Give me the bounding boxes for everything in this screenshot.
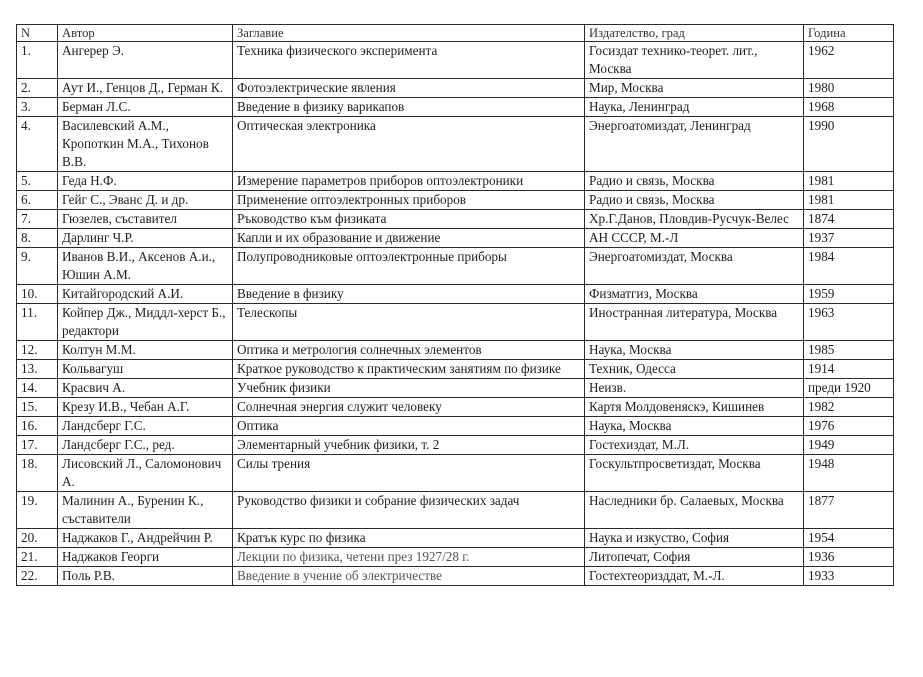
row-publisher: АН СССР, М.-Л bbox=[585, 229, 804, 248]
row-title: Оптическая электроника bbox=[233, 117, 585, 172]
table-row bbox=[17, 117, 894, 172]
row-number: 11. bbox=[17, 304, 58, 341]
row-number: 10. bbox=[17, 285, 58, 304]
row-year: 1959 bbox=[804, 285, 894, 304]
row-publisher: Мир, Москва bbox=[585, 79, 804, 98]
row-title: Фотоэлектрические явления bbox=[233, 79, 585, 98]
row-title: Применение оптоэлектронных приборов bbox=[233, 191, 585, 210]
row-author: Дарлинг Ч.Р. bbox=[58, 229, 233, 248]
row-year: 1937 bbox=[804, 229, 894, 248]
row-publisher: Радио и связь, Москва bbox=[585, 191, 804, 210]
row-number: 3. bbox=[17, 98, 58, 117]
row-publisher: Энергоатомиздат, Ленинград bbox=[585, 117, 804, 172]
row-year: 1954 bbox=[804, 529, 894, 548]
row-number: 1. bbox=[17, 42, 58, 79]
column-header-publisher: Издателство, град bbox=[585, 25, 804, 42]
row-number: 17. bbox=[17, 436, 58, 455]
row-publisher: Физматгиз, Москва bbox=[585, 285, 804, 304]
row-author: Ангерер Э. bbox=[58, 42, 233, 79]
table-row bbox=[17, 304, 894, 341]
row-year: 1982 bbox=[804, 398, 894, 417]
row-title: Введение в учение об электричестве bbox=[233, 567, 585, 586]
row-title: Краткое руководство к практическим занятиям по физике bbox=[233, 360, 585, 379]
row-title: Ръководство към физиката bbox=[233, 210, 585, 229]
row-year: 1981 bbox=[804, 172, 894, 191]
row-title: Руководство физики и собрание физических задач bbox=[233, 492, 585, 529]
table-row bbox=[17, 360, 894, 379]
row-number: 6. bbox=[17, 191, 58, 210]
row-publisher: Иностранная литература, Москва bbox=[585, 304, 804, 341]
row-author: Поль Р.В. bbox=[58, 567, 233, 586]
row-year: 1877 bbox=[804, 492, 894, 529]
table-row bbox=[17, 285, 894, 304]
table-row bbox=[17, 79, 894, 98]
row-title: Измерение параметров приборов оптоэлектроники bbox=[233, 172, 585, 191]
row-year: 1949 bbox=[804, 436, 894, 455]
row-title: Кратък курс по физика bbox=[233, 529, 585, 548]
column-header-title: Заглавие bbox=[233, 25, 585, 42]
row-publisher: Гостехтеоризддат, М.-Л. bbox=[585, 567, 804, 586]
row-author: Лисовский Л., Саломонович А. bbox=[58, 455, 233, 492]
row-year: 1984 bbox=[804, 248, 894, 285]
row-author: Кольвагуш bbox=[58, 360, 233, 379]
row-publisher: Госкультпросветиздат, Москва bbox=[585, 455, 804, 492]
row-author: Василевский А.М., Кропоткин М.А., Тихонов В.В. bbox=[58, 117, 233, 172]
row-number: 12. bbox=[17, 341, 58, 360]
table-row bbox=[17, 398, 894, 417]
row-year: 1933 bbox=[804, 567, 894, 586]
row-number: 18. bbox=[17, 455, 58, 492]
row-publisher: Литопечат, София bbox=[585, 548, 804, 567]
row-title: Полупроводниковые оптоэлектронные приборы bbox=[233, 248, 585, 285]
table-row bbox=[17, 417, 894, 436]
row-number: 16. bbox=[17, 417, 58, 436]
row-number: 13. bbox=[17, 360, 58, 379]
row-year: 1914 bbox=[804, 360, 894, 379]
row-number: 14. bbox=[17, 379, 58, 398]
row-number: 9. bbox=[17, 248, 58, 285]
row-author: Китайгородский А.И. bbox=[58, 285, 233, 304]
row-number: 8. bbox=[17, 229, 58, 248]
row-author: Аут И., Генцов Д., Герман К. bbox=[58, 79, 233, 98]
table-row bbox=[17, 455, 894, 492]
table-row bbox=[17, 492, 894, 529]
row-year: 1980 bbox=[804, 79, 894, 98]
row-author: Крезу И.В., Чебан А.Г. bbox=[58, 398, 233, 417]
row-number: 2. bbox=[17, 79, 58, 98]
table-row bbox=[17, 567, 894, 586]
row-publisher: Наука и изкуство, София bbox=[585, 529, 804, 548]
table-row bbox=[17, 529, 894, 548]
row-number: 22. bbox=[17, 567, 58, 586]
row-publisher: Госиздат технико-теорет. лит., Москва bbox=[585, 42, 804, 79]
row-title: Оптика и метрология солнечных элементов bbox=[233, 341, 585, 360]
row-number: 7. bbox=[17, 210, 58, 229]
row-author: Иванов В.И., Аксенов А.и., Юшин А.М. bbox=[58, 248, 233, 285]
row-author: Гюзелев, съставител bbox=[58, 210, 233, 229]
row-year: 1981 bbox=[804, 191, 894, 210]
row-year: 1963 bbox=[804, 304, 894, 341]
row-author: Колтун М.М. bbox=[58, 341, 233, 360]
bibliography-sheet bbox=[16, 24, 893, 586]
row-year: 1962 bbox=[804, 42, 894, 79]
row-publisher: Наука, Москва bbox=[585, 341, 804, 360]
table-header-row bbox=[17, 25, 894, 42]
bibliography-table bbox=[16, 24, 894, 586]
column-header-author: Автор bbox=[58, 25, 233, 42]
row-title: Силы трения bbox=[233, 455, 585, 492]
row-author: Берман Л.С. bbox=[58, 98, 233, 117]
row-year: 1976 bbox=[804, 417, 894, 436]
row-title: Лекции по физика, четени през 1927/28 г. bbox=[233, 548, 585, 567]
row-author: Койпер Дж., Миддл-херст Б., редактори bbox=[58, 304, 233, 341]
row-publisher: Хр.Г.Данов, Пловдив-Русчук-Велес bbox=[585, 210, 804, 229]
row-publisher: Неизв. bbox=[585, 379, 804, 398]
column-header-year: Година bbox=[804, 25, 894, 42]
row-publisher: Энергоатомиздат, Москва bbox=[585, 248, 804, 285]
row-author: Малинин А., Буренин К., съставители bbox=[58, 492, 233, 529]
table-row bbox=[17, 436, 894, 455]
row-number: 5. bbox=[17, 172, 58, 191]
row-publisher: Наука, Ленинград bbox=[585, 98, 804, 117]
row-number: 21. bbox=[17, 548, 58, 567]
row-year: 1985 bbox=[804, 341, 894, 360]
row-author: Наджаков Георги bbox=[58, 548, 233, 567]
column-header-number: N bbox=[17, 25, 58, 42]
row-title: Введение в физику варикапов bbox=[233, 98, 585, 117]
row-publisher: Гостехиздат, М.Л. bbox=[585, 436, 804, 455]
row-publisher: Картя Молдовеняскэ, Кишинев bbox=[585, 398, 804, 417]
table-row bbox=[17, 172, 894, 191]
row-title: Учебник физики bbox=[233, 379, 585, 398]
table-row bbox=[17, 191, 894, 210]
row-publisher: Наука, Москва bbox=[585, 417, 804, 436]
row-year: 1874 bbox=[804, 210, 894, 229]
row-year: 1936 bbox=[804, 548, 894, 567]
row-year: 1968 bbox=[804, 98, 894, 117]
row-author: Наджаков Г., Андрейчин Р. bbox=[58, 529, 233, 548]
row-title: Техника физического эксперимента bbox=[233, 42, 585, 79]
bibliography-rows bbox=[17, 42, 894, 586]
table-row bbox=[17, 42, 894, 79]
table-row bbox=[17, 98, 894, 117]
row-number: 15. bbox=[17, 398, 58, 417]
row-title: Капли и их образование и движение bbox=[233, 229, 585, 248]
row-title: Оптика bbox=[233, 417, 585, 436]
row-author: Геда Н.Ф. bbox=[58, 172, 233, 191]
row-publisher: Радио и связь, Москва bbox=[585, 172, 804, 191]
row-number: 20. bbox=[17, 529, 58, 548]
row-publisher: Техник, Одесса bbox=[585, 360, 804, 379]
row-title: Солнечная энергия служит человеку bbox=[233, 398, 585, 417]
row-year: 1990 bbox=[804, 117, 894, 172]
row-year: преди 1920 bbox=[804, 379, 894, 398]
row-author: Ландсберг Г.С., ред. bbox=[58, 436, 233, 455]
row-author: Красвич А. bbox=[58, 379, 233, 398]
row-author: Гейг С., Эванс Д. и др. bbox=[58, 191, 233, 210]
row-year: 1948 bbox=[804, 455, 894, 492]
row-title: Элементарный учебник физики, т. 2 bbox=[233, 436, 585, 455]
table-row bbox=[17, 229, 894, 248]
row-publisher: Наследники бр. Салаевых, Москва bbox=[585, 492, 804, 529]
row-title: Телескопы bbox=[233, 304, 585, 341]
table-row bbox=[17, 548, 894, 567]
row-title: Введение в физику bbox=[233, 285, 585, 304]
table-row bbox=[17, 341, 894, 360]
table-row bbox=[17, 248, 894, 285]
row-number: 4. bbox=[17, 117, 58, 172]
table-row bbox=[17, 210, 894, 229]
table-row bbox=[17, 379, 894, 398]
row-number: 19. bbox=[17, 492, 58, 529]
row-author: Ландсберг Г.С. bbox=[58, 417, 233, 436]
